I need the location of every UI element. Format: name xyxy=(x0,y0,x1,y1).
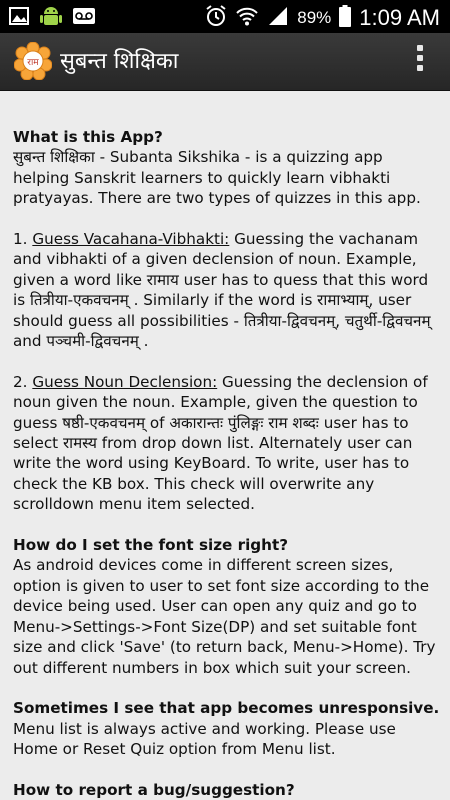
quiz-type-title: Guess Noun Declension: xyxy=(32,372,218,391)
quiz-type-2 xyxy=(13,372,443,515)
faq-question: What is this App? xyxy=(13,128,163,146)
faq-report-bug xyxy=(13,780,443,800)
quiz-type-description: Guessing the vachanam and vibhakti of a given declension of noun. Example, given a word like रामाय user has to quess that this word is तित्रीया-एकवचनम् . Similarly if the word is रामाभ्याम्, user should guess all possibilities - तित्रीया-द्विवचनम्, चतुर्थी-द्विवचनम् and पञ्चमी-द्विवचनम् . xyxy=(13,230,431,351)
alarm-icon xyxy=(205,4,227,32)
battery-percent: 89% xyxy=(297,8,332,27)
overflow-menu-icon[interactable] xyxy=(412,45,428,79)
list-number: 1. xyxy=(13,230,33,249)
gallery-icon xyxy=(8,5,30,33)
system-icons xyxy=(205,4,440,32)
faq-question: Sometimes I see that app becomes unresponsive. xyxy=(13,699,440,718)
quiz-type-title: Guess Vacahana-Vibhakti: xyxy=(32,230,230,249)
faq-answer: As android devices come in different screen sizes, option is given to user to set font size according to the device being used. User can open any quiz and go to Menu->Settings->Font Size(DP) and set suitable font size and click 'Save' (to return back, Menu->Home). Try out different numbers in box which suit your screen. xyxy=(13,556,436,677)
help-text xyxy=(13,127,443,800)
wifi-icon xyxy=(235,5,259,31)
faq-font-size xyxy=(13,535,443,678)
android-icon xyxy=(40,5,62,33)
app-logo-icon[interactable] xyxy=(14,42,52,84)
faq-what-is-app xyxy=(13,127,443,515)
voicemail-icon xyxy=(72,5,96,33)
clock: 1:09 AM xyxy=(359,5,440,30)
action-bar xyxy=(0,33,450,91)
signal-icon xyxy=(267,5,289,31)
help-content[interactable] xyxy=(0,91,450,800)
faq-answer: सुबन्त शिक्षिका - Subanta Sikshika - is a quizzing app helping Sanskrit learners to quickly learn vibhakti pratyayas. There are two types of quizzes in this app. xyxy=(13,148,421,208)
faq-question: How do I set the font size right? xyxy=(13,536,289,555)
faq-unresponsive xyxy=(13,698,443,759)
status-bar xyxy=(0,0,450,33)
quiz-type-description: Guessing the declension of noun given the noun. Example, given the question to guess षष्ठी-एकवचनम् of अकारान्तः पुंलिङ्गः राम शब्दः user has to select रामस्य from drop down list. Alternately user can write the word using KeyBoard. To write, user has to check the KB box. This check will overwrite any scrolldown menu item selected. xyxy=(13,372,428,514)
list-number: 2. xyxy=(13,372,33,391)
quiz-type-1 xyxy=(13,229,443,351)
app-title: सुबन्त शिक्षिका xyxy=(60,49,179,74)
faq-question: How to report a bug/suggestion? xyxy=(13,780,295,799)
notification-icons xyxy=(8,5,96,33)
battery-icon xyxy=(339,5,351,31)
app-logo-text: राम xyxy=(27,58,39,68)
faq-answer: Menu list is always active and working. Please use Home or Reset Quiz option from Menu list. xyxy=(13,719,396,759)
